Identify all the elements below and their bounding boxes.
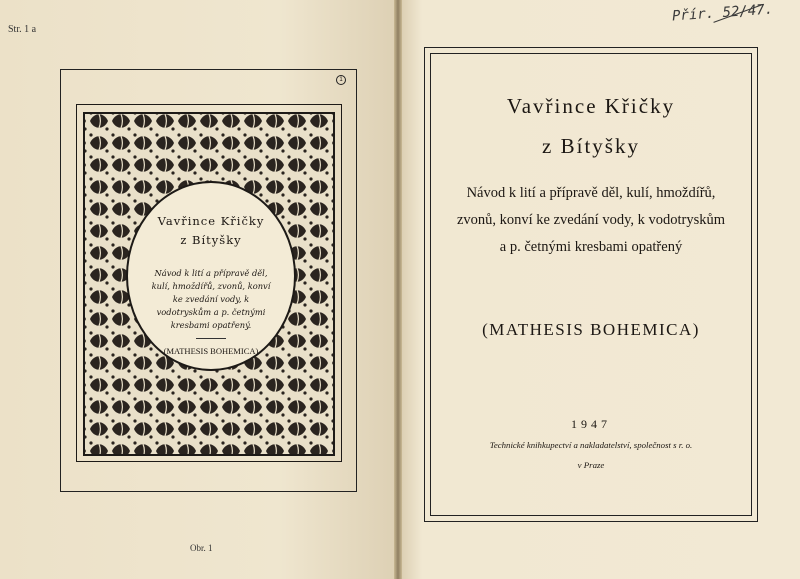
series-name: (MATHESIS BOHEMICA) bbox=[482, 320, 700, 339]
plate-title-line1: Vavřince Křičky bbox=[157, 214, 265, 228]
plate-divider bbox=[196, 338, 226, 339]
title-description: Návod k lití a přípravě děl, kulí, hmoždířů, zvonů, konví ke zvedání vody, k vodotryskům a p. četnými kresbami opatřený bbox=[456, 185, 726, 255]
page-label: Str. 1 a bbox=[8, 24, 37, 35]
publisher: Technické knihkupectví a nakladatelství, společnost s r. o. bbox=[489, 440, 693, 450]
handwritten-note: Přír. 52/47. bbox=[671, 1, 774, 25]
circle-mark: 1 bbox=[336, 75, 346, 85]
plate-description: Návod k lití a přípravě děl, kulí, hmoždířů, zvonů, konví ke zvedání vody, k vodotryskům a p. četnými kresbami opatřený. bbox=[151, 268, 271, 330]
publication-year: 1947 bbox=[571, 417, 611, 431]
plate-series: (MATHESIS BOHEMICA) bbox=[163, 346, 259, 356]
title-line2: z Bítyšky bbox=[542, 134, 640, 158]
plate-title-line2: z Bítyšky bbox=[180, 233, 242, 247]
publication-city: v Praze bbox=[577, 460, 605, 470]
figure-label: Obr. 1 bbox=[190, 543, 213, 553]
title-line1: Vavřince Křičky bbox=[506, 94, 676, 118]
